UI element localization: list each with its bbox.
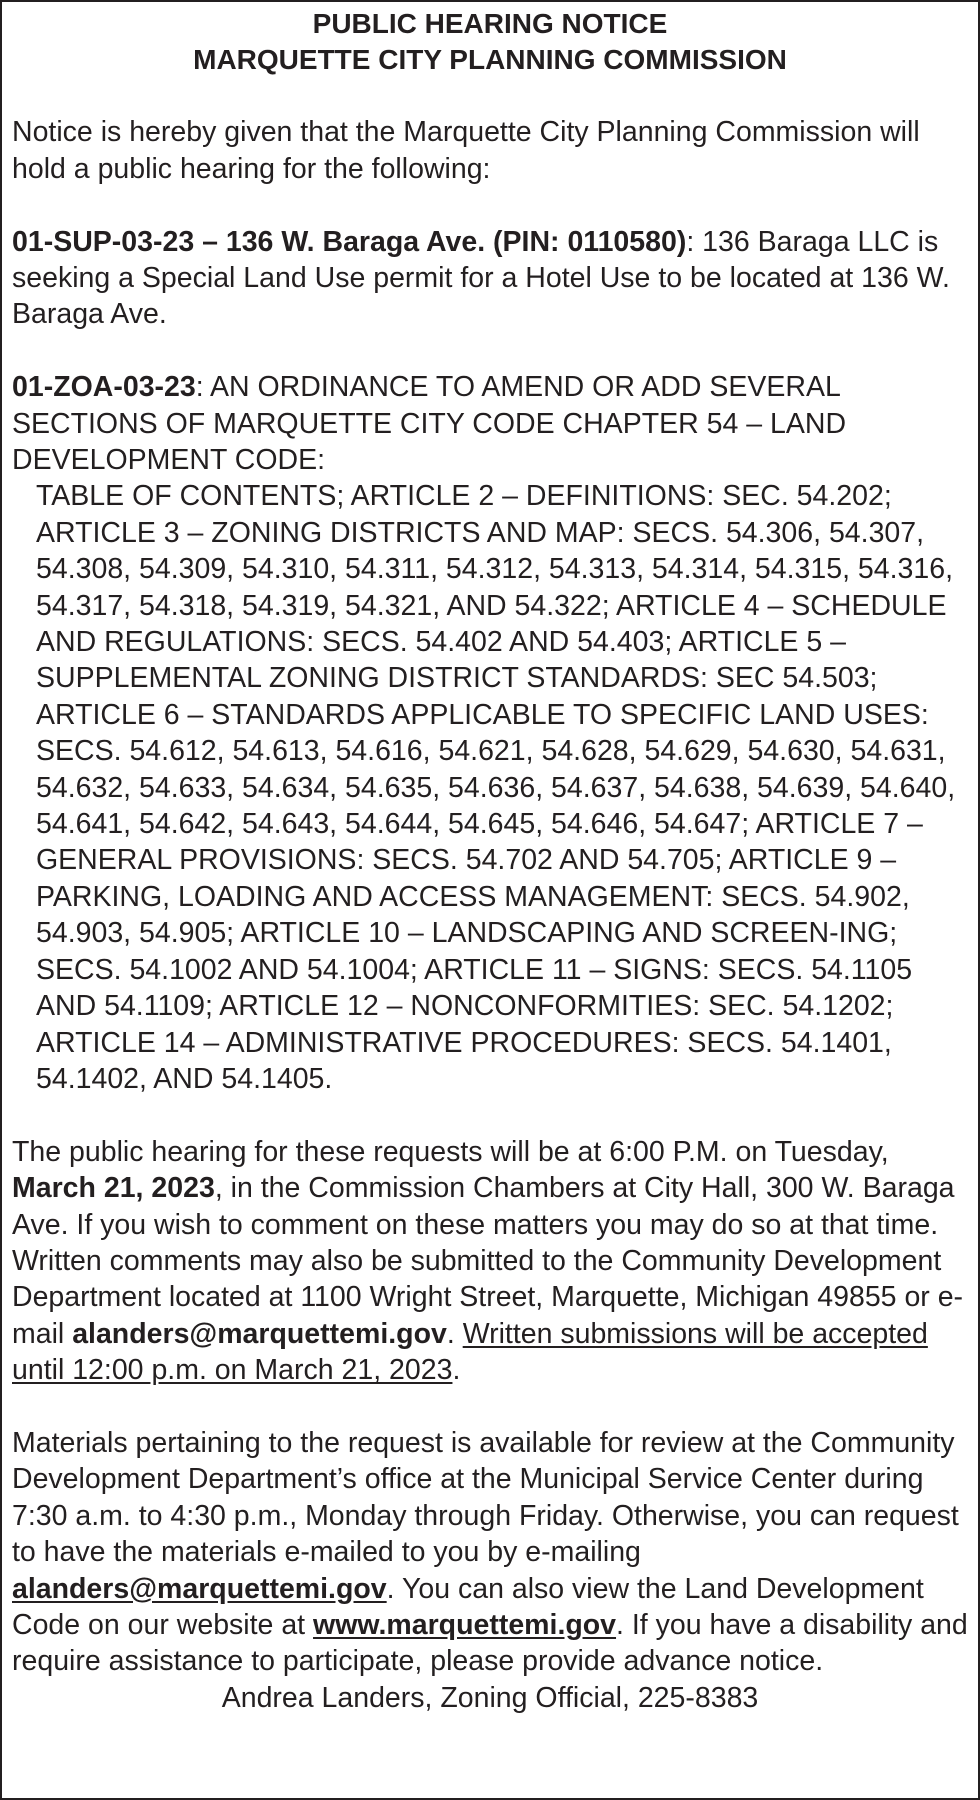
signature-line: Andrea Landers, Zoning Official, 225-8383 — [221, 1681, 759, 1714]
hearing-email-link[interactable]: alanders@marquettemi.gov — [72, 1317, 447, 1350]
spacer — [12, 78, 968, 114]
item-zoa-paragraph — [12, 369, 968, 478]
materials-text-1: Materials pertaining to the request is available for review at the Community Development Department’s office at the Municipal Service Center during 7:30 a.m. to 4:30 p.m., Monday through Friday. Otherwise, you can request to have the materials e-mailed to you by e-mailing — [12, 1426, 959, 1569]
item-zoa-text: : AN ORDINANCE TO AMEND OR ADD SEVERAL SECTIONS OF MARQUETTE CITY CODE CHAPTER 54 – LAND DEVELOPMENT CODE: — [12, 371, 847, 477]
materials-email-link[interactable]: alanders@marquettemi.gov — [12, 1572, 387, 1605]
spacer — [12, 1097, 968, 1133]
hearing-paragraph — [12, 1134, 968, 1389]
item-sup-paragraph — [12, 224, 968, 333]
materials-paragraph — [12, 1425, 968, 1680]
spacer — [12, 187, 968, 223]
hearing-text-3: . — [446, 1317, 463, 1350]
item-zoa-heading: 01-ZOA-03-23 — [12, 371, 196, 404]
title-line-1: PUBLIC HEARING NOTICE — [312, 8, 668, 39]
item-zoa-sections: TABLE OF CONTENTS; ARTICLE 2 – DEFINITIONS: SEC. 54.202; ARTICLE 3 – ZONING DISTRICTS AND MAP: SECS. 54.306, 54.307, 54.308, 54.309, 54.310, 54.311, 54.312, 54.313, 54.314, 54.315, 54.316, 54.317, 54.318, 54.319, 54.321, AND 54.322; ARTICLE 4 – SCHEDULE AND REGULATIONS: SECS. 54.402 AND 54.403; ARTICLE 5 – SUPPLEMENTAL ZONING DISTRICT STANDARDS: SEC 54.503; ARTICLE 6 – STANDARDS APPLICABLE TO SPECIFIC LAND USES: SECS. 54.612, 54.613, 54.616, 54.621, 54.628, 54.629, 54.630, 54.631, 54.632, 54.633, 54.634, 54.635, 54.636, 54.637, 54.638, 54.639, 54.640, 54.641, 54.642, 54.643, 54.644, 54.645, 54.646, 54.647; ARTICLE 7 – GENERAL PROVISIONS: SECS. 54.702 AND 54.705; ARTICLE 9 – PARKING, LOADING AND ACCESS MANAGEMENT: SECS. 54.902, 54.903, 54.905; ARTICLE 10 – LANDSCAPING AND SCREEN-ING; SECS. 54.1002 AND 54.1004; ARTICLE 11 – SIGNS: SECS. 54.1105 AND 54.1109; ARTICLE 12 – NONCONFORMITIES: SEC. 54.1202; ARTICLE 14 – ADMINISTRATIVE PROCEDURES: SECS. 54.1401, 54.1402, AND 54.1405. — [36, 480, 956, 1095]
title-line-2: MARQUETTE CITY PLANNING COMMISSION — [193, 44, 787, 75]
hearing-text-1: The public hearing for these requests will be at 6:00 P.M. on Tuesday, — [12, 1135, 889, 1168]
website-link[interactable]: www.marquettemi.gov — [313, 1608, 617, 1641]
hearing-text-2: , in the Commission Chambers at City Hall, 300 W. Baraga Ave. If you wish to comment on these matters you may do so at that time. Written comments may also be submitted to the Community Development Department located at 1100 Wright Street, Marquette, Michigan 49855 or e-mail — [12, 1172, 964, 1350]
intro-paragraph: Notice is hereby given that the Marquette City Planning Commission will hold a public hearing for the following: — [12, 116, 920, 185]
materials-text-2: . You can also view the Land Development Code on our website at — [12, 1572, 924, 1641]
notice-title — [12, 6, 968, 78]
materials-text-3: . If you have a disability and require assistance to participate, please provide advance notice. — [12, 1608, 968, 1678]
hearing-text-4: . — [452, 1354, 461, 1387]
hearing-deadline: Written submissions will be accepted until 12:00 p.m. on March 21, 2023 — [12, 1317, 928, 1387]
spacer — [12, 1389, 968, 1425]
item-sup-text: : 136 Baraga LLC is seeking a Special Land Use permit for a Hotel Use to be located at 136 W. Baraga Ave. — [12, 225, 950, 331]
spacer — [12, 333, 968, 369]
hearing-date: March 21, 2023 — [12, 1172, 215, 1205]
item-sup-heading: 01-SUP-03-23 – 136 W. Baraga Ave. (PIN: 0110580) — [12, 225, 687, 258]
